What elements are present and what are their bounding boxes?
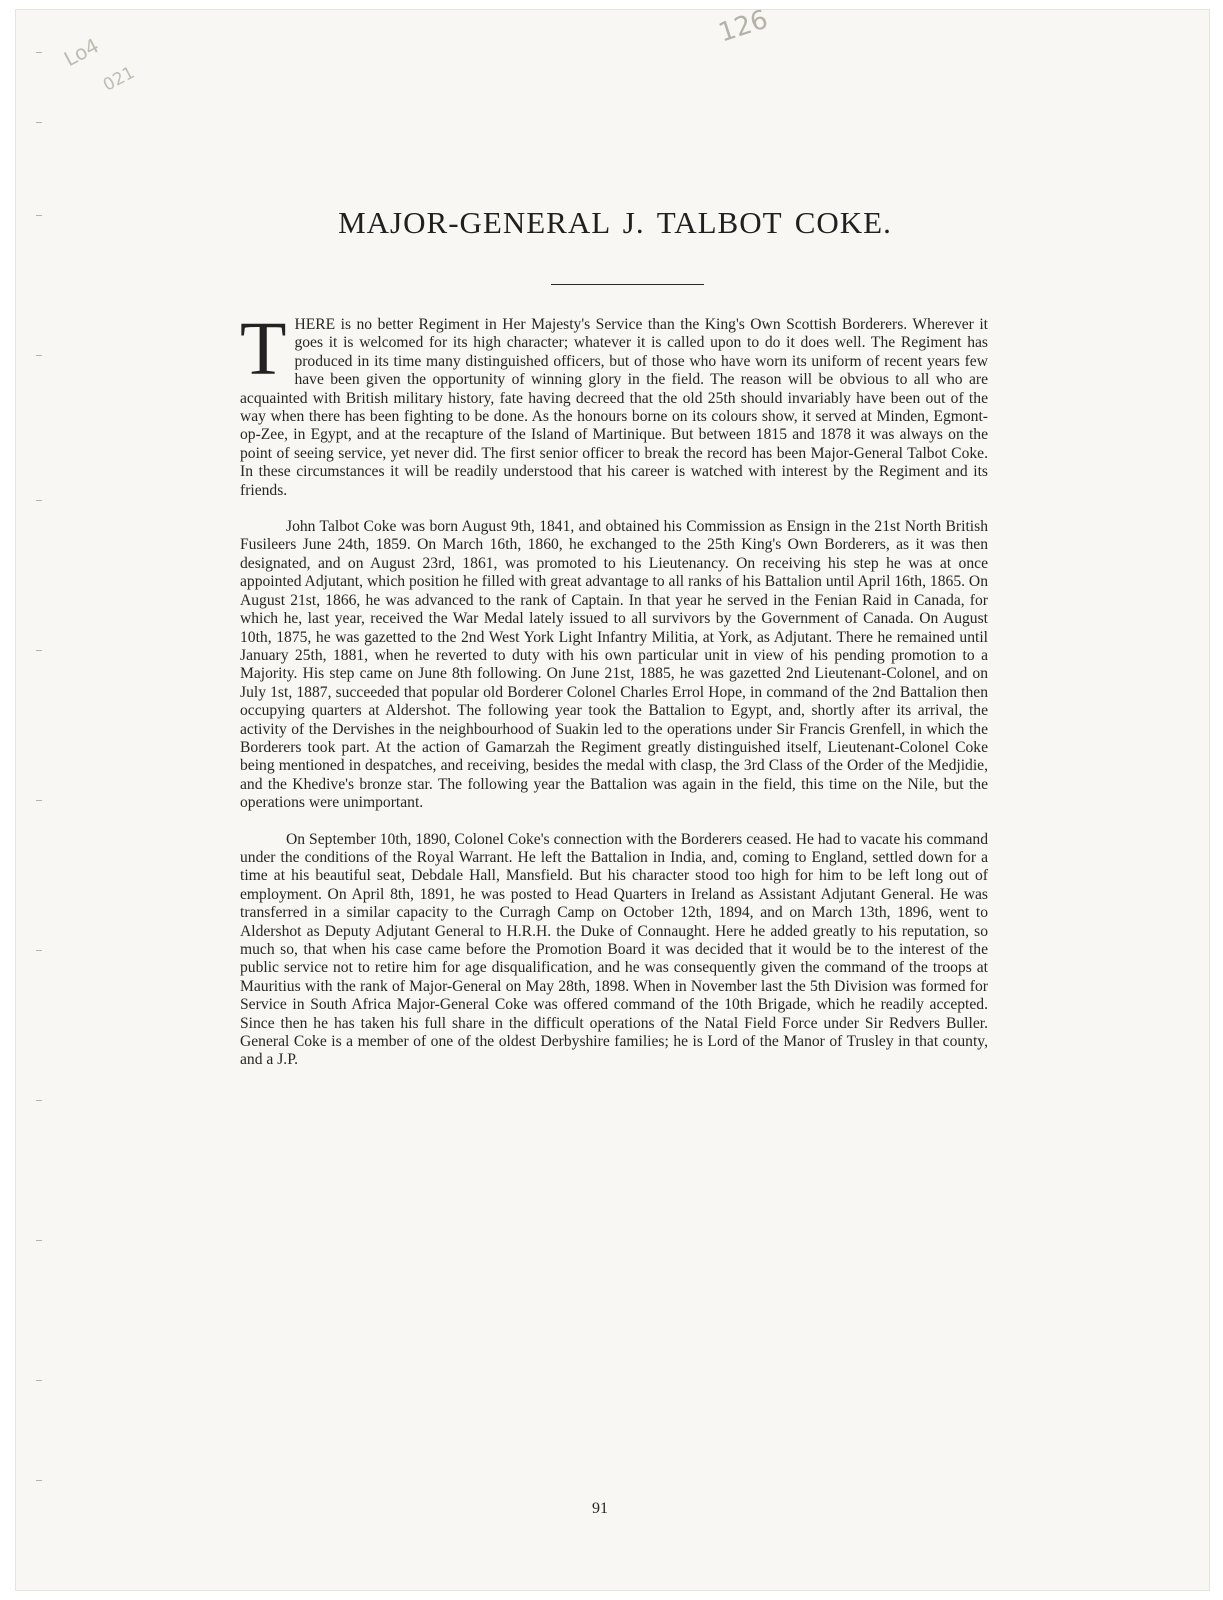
- margin-note: Lo4: [60, 33, 103, 72]
- page-title: MAJOR-GENERAL J. TALBOT COKE.: [338, 205, 892, 240]
- edge-mark: [36, 52, 42, 53]
- edge-mark: [36, 355, 42, 356]
- margin-note: 126: [715, 4, 772, 49]
- edge-mark: [36, 650, 42, 651]
- edge-mark: [36, 1380, 42, 1381]
- edge-mark: [36, 1480, 42, 1481]
- edge-mark: [36, 1100, 42, 1101]
- drop-cap: T: [240, 307, 287, 391]
- page-number: 91: [592, 1500, 608, 1517]
- edge-mark: [36, 215, 42, 216]
- edge-mark: [36, 122, 42, 123]
- paragraph: [240, 307, 988, 500]
- paragraph: On September 10th, 1890, Colonel Coke's connection with the Borderers ceased. He had to vacate his command under the conditions of the Royal Warrant. He left the Battalion in India, and, coming to England, settled down for a time at his beautiful seat, Debdale Hall, Mansfield. But his character stood too high for him to be left long out of employment. On April 8th, 1891, he was posted to Head Quarters in Ireland as Assistant Adjutant General. He was transferred in a similar capacity to the Curragh Camp on October 12th, 1894, and on March 13th, 1896, went to Aldershot as Deputy Adjutant General to H.R.H. the Duke of Connaught. Here he added greatly to his reputation, so much so, that when his case came before the Promotion Board it was decided that it would be to the interest of the public service not to retire him for age disqualification, and he was consequently given the command of the troops at Mauritius with the rank of Major-General on May 28th, 1898. When in November last the 5th Division was formed for Service in South Africa Major-General Coke was offered command of the 10th Brigade, which he readily accepted. Since then he has taken his full share in the difficult operations of the Natal Field Force under Sir Redvers Buller. General Coke is a member of one of the oldest Derbyshire families; he is Lord of the Manor of Trusley in that county, and a J.P.: [240, 830, 988, 1069]
- margin-note: 021: [100, 62, 139, 96]
- paragraph: John Talbot Coke was born August 9th, 1841, and obtained his Commission as Ensign in the 21st North British Fusileers June 24th, 1859. On March 16th, 1860, he exchanged to the 25th King's Own Borderers, as it was then designated, and on August 23rd, 1861, was promoted to his Lieutenancy. On receiving his step he was at once appointed Adjutant, which position he filled with great advantage to all ranks of his Battalion until April 16th, 1865. On August 21st, 1866, he was advanced to the rank of Captain. In that year he served in the Fenian Raid in Canada, for which he, last year, received the War Medal lately issued to all survivors by the Government of Canada. On August 10th, 1875, he was gazetted to the 2nd West York Light Infantry Militia, at York, as Adjutant. There he remained until January 25th, 1881, when he reverted to duty with his own particular unit in view of his pending promotion to a Majority. His step came on June 8th following. On June 21st, 1885, he was gazetted 2nd Lieutenant-Colonel, and on July 1st, 1887, succeeded that popular old Borderer Colonel Charles Errol Hope, in command of the 2nd Battalion then occupying quarters at Aldershot. The following year took the Battalion to Egypt, and, shortly after its arrival, the activity of the Dervishes in the neighbourhood of Suakin led to the operations under Sir Francis Grenfell, in which the Borderers took part. At the action of Gamarzah the Regiment greatly distinguished itself, Lieutenant-Colonel Coke being mentioned in despatches, and receiving, besides the medal with clasp, the 3rd Class of the Order of the Medjidie, and the Khedive's bronze star. The following year the Battalion was again in the field, this time on the Nile, but the operations were unimportant.: [240, 518, 988, 812]
- edge-mark: [36, 800, 42, 801]
- article-body: [240, 307, 988, 1088]
- edge-mark: [36, 1240, 42, 1241]
- paragraph-text: HERE is no better Regiment in Her Majesty's Service than the King's Own Scottish Borderers. Wherever it goes it is welcomed for its high character; whatever it is called upon to do it does well. The Regiment has produced in its time many distinguished officers, but of those who have worn its uniform of recent years few have been given the opportunity of winning glory in the field. The reason will be obvious to all who are acquainted with British military history, fate having decreed that the old 25th should invariably have been out of the way when there has been fighting to be done. As the honours borne on its colours show, it served at Minden, Egmont-op-Zee, in Egypt, and at the recapture of the Island of Martinique. But between 1815 and 1878 it was always on the point of seeing service, yet never did. The first senior officer to break the record has been Major-General Talbot Coke. In these circumstances it will be readily understood that his career is watched with interest by the Regiment and its friends.: [240, 316, 988, 499]
- edge-mark: [36, 500, 42, 501]
- title-rule: [551, 284, 704, 285]
- edge-mark: [36, 950, 42, 951]
